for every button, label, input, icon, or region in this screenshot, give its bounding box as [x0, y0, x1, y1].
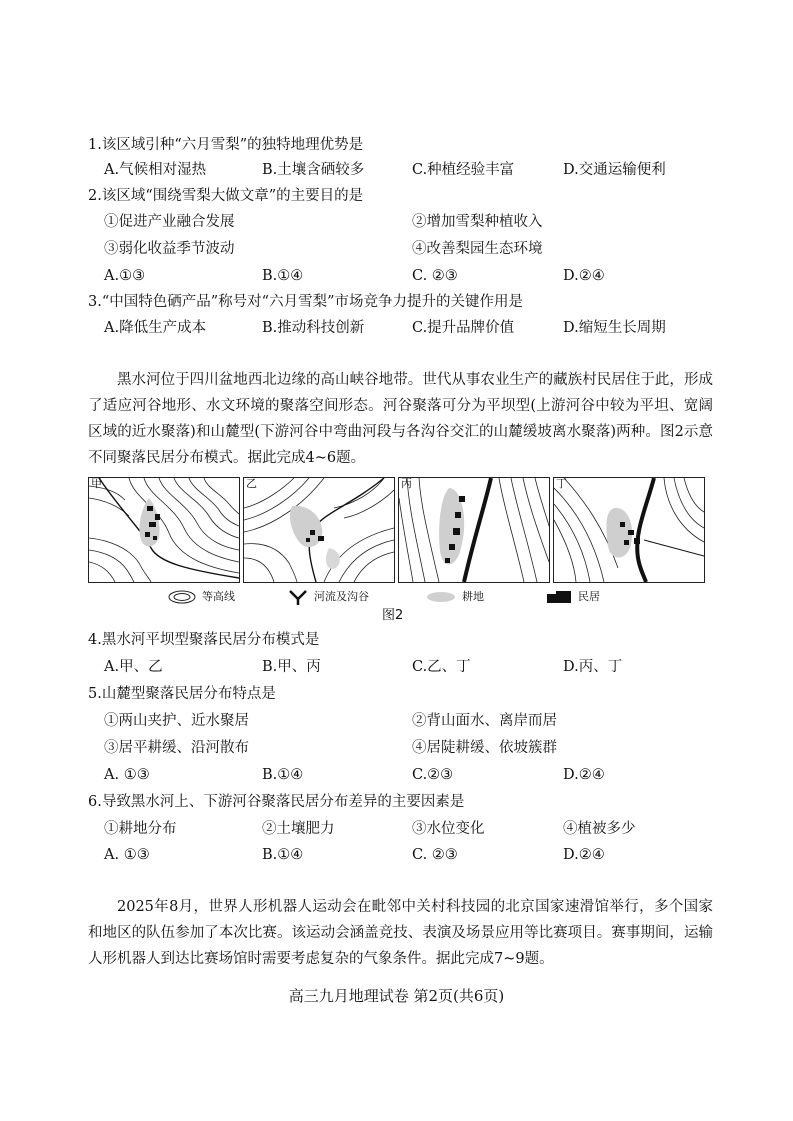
- map-yi-drawing: [244, 478, 394, 582]
- map-jia-drawing: [89, 478, 239, 582]
- q2-stem: 2.该区域“围绕雪梨大做文章”的主要目的是: [88, 188, 364, 204]
- q5-option-d: D.②④: [563, 767, 605, 783]
- q3-stem: 3.“中国特色硒产品”称号对“六月雪梨”市场竞争力提升的关键作用是: [88, 294, 523, 310]
- q6-option-b: B.①④: [262, 847, 304, 863]
- q6-item-4: ④植被多少: [563, 821, 636, 837]
- q1-option-a: A.气候相对湿热: [104, 162, 207, 178]
- map-panel-yi: [243, 477, 395, 583]
- q4-option-c: C.乙、丁: [412, 659, 471, 675]
- q4-stem: 4.黑水河平坝型聚落民居分布模式是: [88, 632, 320, 648]
- q2-item-3: ③弱化收益季节波动: [104, 241, 235, 257]
- figure-2-caption: 图2: [382, 608, 404, 623]
- q4-option-a: A.甲、乙: [104, 659, 163, 675]
- q2-option-a: A.①③: [104, 268, 146, 284]
- q2-option-d: D.②④: [563, 268, 605, 284]
- q6-item-3: ③水位变化: [412, 821, 485, 837]
- q6-option-a: A. ①③: [104, 847, 150, 863]
- q1-option-d: D.交通运输便利: [563, 162, 666, 178]
- q3-option-a: A.降低生产成本: [104, 320, 207, 336]
- legend-farmland: [426, 588, 484, 606]
- q1-stem: 1.该区域引种“六月雪梨”的独特地理优势是: [88, 137, 364, 153]
- q5-item-1: ①两山夹护、近水聚居: [104, 713, 249, 729]
- q2-item-1: ①促进产业融合发展: [104, 214, 235, 230]
- q5-option-a: A. ①③: [104, 767, 150, 783]
- q5-option-b: B.①④: [262, 767, 304, 783]
- q6-option-c: C. ②③: [412, 847, 458, 863]
- q6-item-2: ②土壤肥力: [262, 821, 335, 837]
- legend-river: [288, 588, 369, 606]
- map-panel-ding: [553, 477, 705, 583]
- map-label-bing: 丙: [401, 477, 412, 490]
- q6-stem: 6.导致黑水河上、下游河谷聚落民居分布差异的主要因素是: [88, 794, 465, 810]
- map-bing-drawing: [399, 478, 549, 582]
- passage-robot-games: 2025年8月，世界人形机器人运动会在毗邻中关村科技园的北京国家速滑馆举行，多个国家和地区的队伍参加了本次比赛。该运动会涵盖竞技、表演及场景应用等比赛项目。赛事期间，运输人形机器人到达比赛场馆时需要考虑复杂的气象条件。据此完成7~9题。: [88, 899, 713, 967]
- contour-icon: [168, 590, 196, 604]
- map-label-jia: 甲: [91, 477, 102, 490]
- farmland-icon: [426, 591, 456, 603]
- map-ding-drawing: [554, 478, 704, 582]
- river-valley-icon: [288, 589, 308, 605]
- legend-label-farmland: 耕地: [462, 590, 484, 603]
- q2-item-2: ②增加雪梨种植收入: [412, 214, 543, 230]
- q3-option-c: C.提升品牌价值: [412, 320, 515, 336]
- legend-label-contour: 等高线: [202, 590, 235, 603]
- map-label-ding: 丁: [556, 477, 567, 490]
- q2-option-c: C. ②③: [412, 268, 458, 284]
- q5-item-4: ④居陡耕缓、依坡簇群: [412, 740, 557, 756]
- q2-item-4: ④改善梨园生态环境: [412, 241, 543, 257]
- q1-option-b: B.土壤含硒较多: [262, 162, 365, 178]
- map-panel-jia: [88, 477, 240, 583]
- q3-option-d: D.缩短生长周期: [563, 320, 666, 336]
- q6-item-1: ①耕地分布: [104, 821, 177, 837]
- legend-label-dwelling: 民居: [578, 590, 600, 603]
- legend-dwelling: [546, 588, 600, 606]
- q3-option-b: B.推动科技创新: [262, 320, 365, 336]
- q4-option-d: D.丙、丁: [563, 659, 623, 675]
- q5-option-c: C.②③: [412, 767, 454, 783]
- map-label-yi: 乙: [246, 477, 257, 490]
- q5-item-3: ③居平耕缓、沿河散布: [104, 740, 249, 756]
- q4-option-b: B.甲、丙: [262, 659, 321, 675]
- legend-label-river: 河流及沟谷: [314, 590, 369, 603]
- legend-contour: [168, 588, 235, 606]
- q5-stem: 5.山麓型聚落民居分布特点是: [88, 686, 276, 702]
- q2-option-b: B.①④: [262, 268, 304, 284]
- q1-option-c: C.种植经验丰富: [412, 162, 515, 178]
- map-panel-bing: [398, 477, 550, 583]
- q5-item-2: ②背山面水、离岸而居: [412, 713, 557, 729]
- passage-heishui-river: 黑水河位于四川盆地西北边缘的高山峡谷地带。世代从事农业生产的藏族村民居住于此，形成了适应河谷地形、水文环境的聚落空间形态。河谷聚落可分为平坝型(上游河谷中较为平坦、宽阔区域的近水聚落)和山麓型(下游河谷中弯曲河段与各沟谷交汇的山麓缓坡离水聚落)两种。图2示意不同聚落民居分布模式。据此完成4~6题。: [88, 372, 713, 466]
- q6-option-d: D.②④: [563, 847, 605, 863]
- figure-2-settlement-maps: [88, 477, 705, 583]
- page-footer: 高三九月地理试卷 第2页(共6页): [288, 987, 505, 1005]
- dwelling-icon: [546, 590, 572, 604]
